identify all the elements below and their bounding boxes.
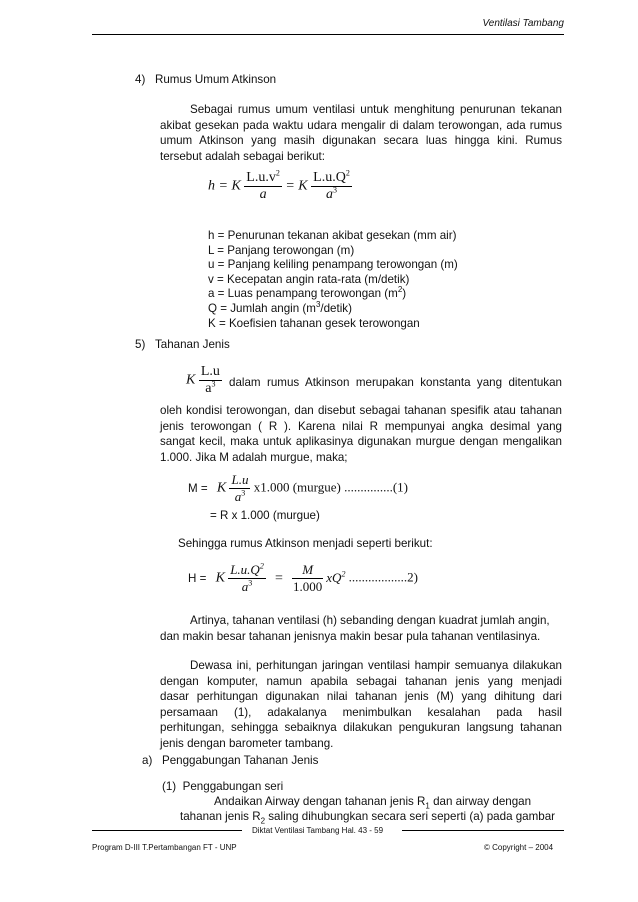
definition-item: h = Penurunan tekanan akibat gesekan (mm air) — [208, 229, 457, 242]
text-line: akibat gesekan pada waktu udara mengalir di dalam terowongan, ada rumus — [160, 118, 562, 132]
section-5-heading: 5) Tahanan Jenis — [135, 338, 230, 351]
text-span: dan airway dengan — [429, 795, 532, 808]
text-line: sangat kecil, maka untuk aplikasinya digunakan murgue dengan mengalikan — [160, 435, 562, 448]
definition-text: a = Luas penampang terowongan (m — [208, 287, 398, 301]
definition-item — [208, 287, 458, 302]
formula-numerator-2: L.u.Q — [313, 170, 346, 185]
text-line: dasar perhitungan digunakan nilai tahanan jenis (M) yang dihitung dari — [160, 690, 562, 703]
text-span: Andaikan Airway dengan tahanan jenis R — [214, 795, 426, 808]
text-line: dalam rumus Atkinson merupakan konstanta yang ditentukan — [229, 376, 562, 389]
equation-2 — [188, 562, 418, 595]
definition-item — [208, 302, 458, 317]
header-rule — [92, 34, 564, 35]
text-span: tahanan jenis R — [180, 810, 261, 823]
text-line: Dewasa ini, perhitungan jaringan ventilasi hampir semuanya dilakukan — [190, 659, 562, 672]
text-line: dengan komputer, namun apabila sebagai tahanan jenis yang menjadi — [160, 674, 562, 688]
equation-1 — [188, 472, 408, 505]
footer-rule-right — [402, 830, 564, 831]
equation-denominator: a — [241, 579, 249, 594]
equation-lhs: M = — [188, 481, 208, 495]
equation-1b: = R x 1.000 (murgue) — [210, 509, 320, 522]
k-symbol: K — [186, 372, 196, 388]
equation-denominator: 1.000 — [292, 579, 323, 594]
text-line: jenis terowongan ( R ). Karena nilai R mempunyai angka desimal yang — [160, 419, 562, 433]
equation-rest: x1.000 (murgue) ...............(1) — [253, 479, 408, 495]
k-symbol: K — [216, 480, 227, 496]
text-line: oleh kondisi terowongan, dan disebut sebagai tahanan spesifik atau tahanan — [160, 404, 562, 417]
exponent: 2 — [275, 168, 280, 178]
text-line: 1.000. Jika M adalah murgue, maka; — [160, 450, 348, 464]
exponent: 3 — [332, 185, 337, 195]
text-line: umum Atkinson yang masih digunakan secara luas hingga kini. Rumus — [160, 134, 562, 147]
footer-center: Diktat Ventilasi Tambang Hal. 43 - 59 — [252, 826, 384, 835]
definitions-list — [208, 229, 458, 331]
text-line: Sebagai rumus umum ventilasi untuk menghitung penurunan tekanan — [190, 103, 562, 116]
formula-eq2: = K — [285, 178, 308, 194]
equation-number: ..................2) — [348, 569, 419, 585]
section-4-heading: 4) Rumus Umum Atkinson — [135, 73, 277, 86]
exponent: 3 — [315, 300, 321, 310]
definition-item: v = Kecepatan angin rata-rata (m/detik) — [208, 272, 410, 286]
definition-text: Q = Jumlah angin (m — [208, 301, 316, 315]
formula-denominator-1: a — [259, 187, 267, 202]
equation-numerator: L.u.Q — [230, 562, 260, 577]
k-fraction — [186, 364, 222, 397]
section-4-paragraph — [160, 102, 562, 164]
text-line — [180, 810, 556, 826]
exponent: 3 — [211, 379, 216, 389]
running-header: Ventilasi Tambang — [482, 18, 564, 29]
text-line: tersebut adalah sebagai berikut: — [160, 149, 326, 163]
text-line: perhitungan, sehingga sebaiknya dilakukan pengukuran langsung tahanan — [160, 721, 562, 734]
k-numerator: L.u — [200, 364, 220, 379]
footer-right: © Copyright – 2004 — [484, 843, 554, 852]
atkinson-formula — [208, 170, 352, 203]
equation-denominator: a — [234, 489, 242, 504]
intro-text: Sehingga rumus Atkinson menjadi seperti berikut: — [178, 537, 433, 550]
formula-numerator-1: L.u.v — [246, 170, 276, 185]
subscript: 1 — [425, 801, 430, 811]
exponent: 3 — [241, 488, 246, 498]
k-denominator: a — [205, 381, 212, 396]
formula-lhs: h = K — [208, 178, 241, 194]
text-line — [214, 795, 532, 811]
k-symbol: K — [215, 570, 225, 586]
equals-sign: = — [275, 570, 283, 586]
subsection-1-heading: (1) Penggabungan seri — [162, 780, 284, 793]
footer-rule-left — [92, 830, 242, 831]
text-line: persamaan (1), adakalanya menimbulkan kesalahan pada hasil — [160, 705, 562, 719]
exponent: 2 — [259, 561, 264, 571]
paragraph-3 — [160, 658, 562, 751]
text-line: dan makin besar tahanan jenisnya makin besar pula tahanan ventilasinya. — [160, 629, 541, 643]
definition-text: /detik) — [320, 301, 352, 315]
equation-lhs: H = — [188, 571, 207, 585]
definition-text: ) — [402, 287, 407, 301]
text-line: jenis dengan barometer tambang. — [160, 736, 334, 750]
paragraph-2 — [160, 613, 562, 644]
equation-rest: xQ — [326, 569, 342, 585]
definition-item: u = Panjang keliling penampang terowongan (m) — [208, 258, 458, 272]
footer-left: Program D-III T.Pertambangan FT - UNP — [92, 843, 237, 852]
formula-denominator-2: a — [325, 187, 333, 202]
exponent: 3 — [248, 578, 253, 588]
definition-item: K = Koefisien tahanan gesek terowongan — [208, 316, 420, 330]
equation-numerator: M — [292, 562, 323, 579]
exponent: 2 — [341, 569, 346, 579]
definition-item: L = Panjang terowongan (m) — [208, 243, 355, 257]
text-line: Artinya, tahanan ventilasi (h) sebanding dengan kuadrat jumlah angin, — [190, 614, 550, 627]
exponent: 2 — [345, 168, 350, 178]
text-span: saling dihubungkan secara seri seperti (a) pada gambar — [265, 810, 556, 823]
exponent: 2 — [397, 285, 403, 295]
subscript: 2 — [260, 816, 266, 826]
equation-numerator: L.u — [231, 472, 249, 487]
section-5-paragraph — [160, 403, 562, 465]
subsection-a-heading: a) Penggabungan Tahanan Jenis — [142, 754, 319, 767]
